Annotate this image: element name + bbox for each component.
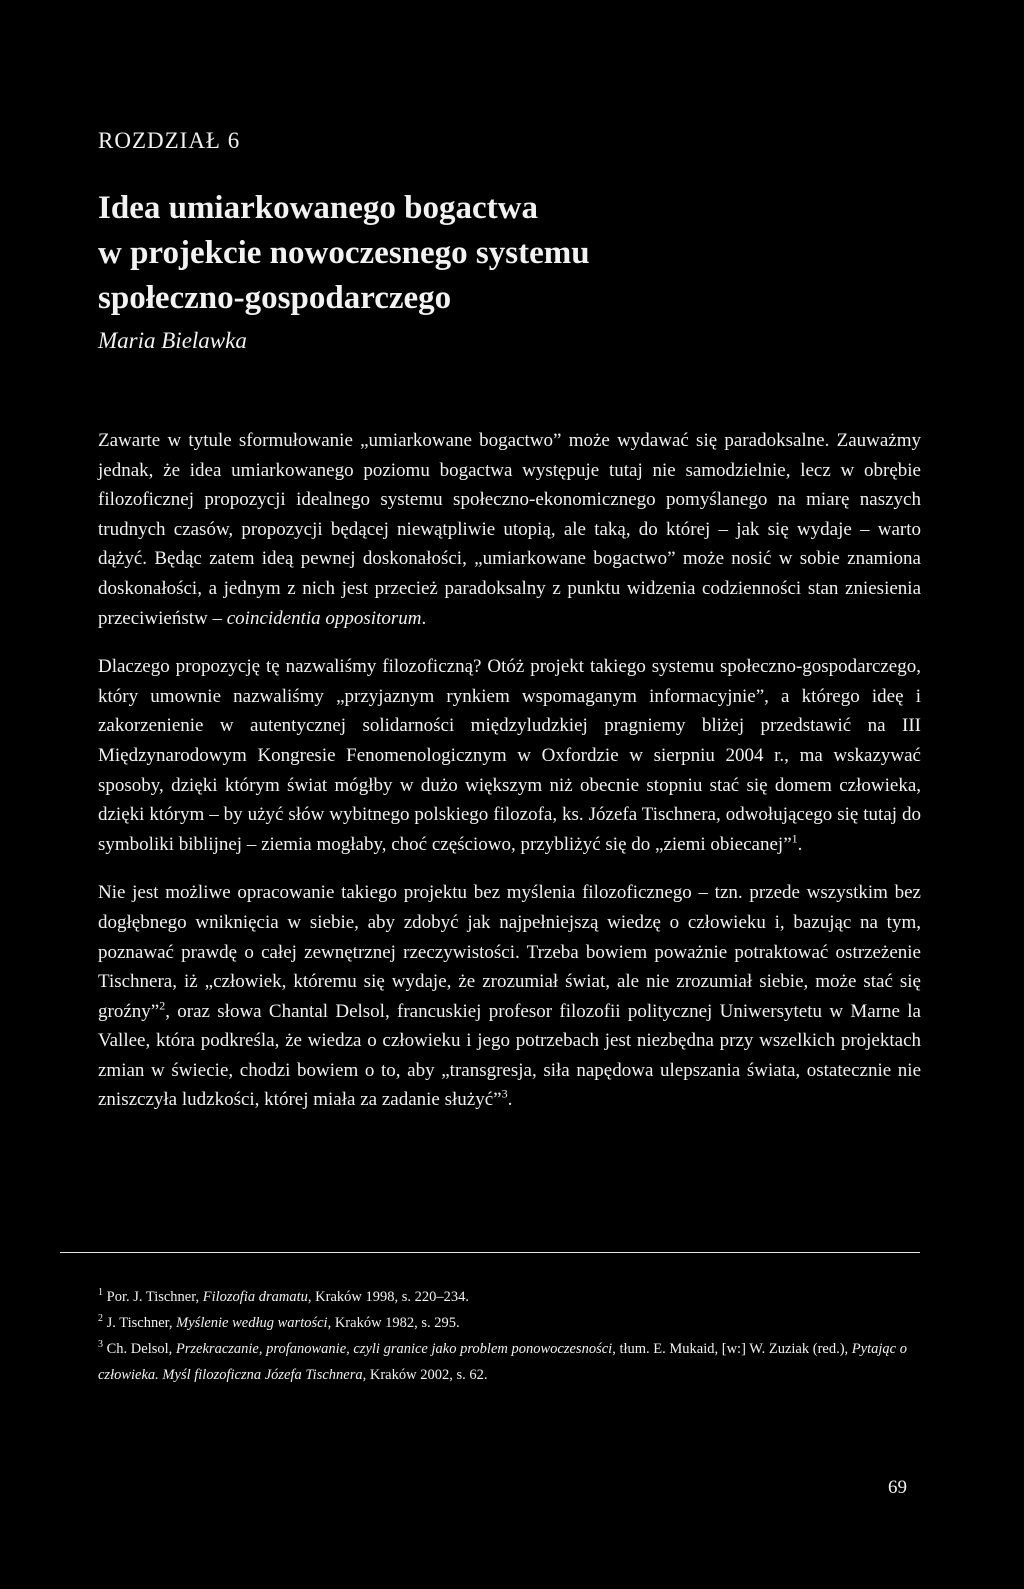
text-run: Ch. Delsol, <box>103 1341 176 1357</box>
footnote-ref: 2 <box>98 1313 103 1325</box>
footnote-ref: 1 <box>98 1287 103 1299</box>
text-run: Nie jest możliwe opracowanie takiego projektu bez myślenia filozoficznego – tzn. przede wszystkim bez dogłębnego wniknięcia w siebie, aby zdobyć jak najpełniejszą wiedzę o człowieku i, bazując na tym, poznawać prawdę o całej zewnętrznej rzeczywistości. Trzeba bowiem poważnie potraktować ostrzeżenie Tischnera, iż „człowiek, któremu się wydaje, że zrozumiał świat, ale nie zrozumiał siebie, może stać się groźny” <box>98 882 921 1022</box>
footnote-ref: 1 <box>791 831 798 846</box>
text-run: Por. J. Tischner, <box>103 1289 203 1305</box>
paragraph <box>98 426 921 633</box>
text-run: J. Tischner, <box>103 1315 177 1331</box>
chapter-title <box>98 186 898 321</box>
page-number: 69 <box>888 1477 907 1498</box>
paragraph <box>98 652 921 859</box>
footnote <box>98 1284 921 1310</box>
footnote-ref: 2 <box>159 998 166 1013</box>
text-run: . <box>797 833 803 855</box>
italic-text: Myślenie według wartości <box>176 1315 328 1331</box>
chapter-label: ROZDZIAŁ 6 <box>98 128 241 153</box>
text-run: Dlaczego propozycję tę nazwaliśmy filozoficzną? Otóż projekt takiego systemu społeczno-gospodarczego, który umownie nazwaliśmy „przyjaznym rynkiem wspomaganym informacyjnie”, a którego ideę i zakorzenienie w autentycznej solidarności międzyludzkiej pragniemy bliżej przedstawić na III Międzynarodowym Kongresie Fenomenologicznym w Oxfordzie w sierpniu 2004 r., ma wskazywać sposoby, dzięki którym świat mógłby w dużo większym niż obecnie stopniu stać się domem człowieka, dzięki którym – by użyć słów wybitnego polskiego filozofa, ks. Józefa Tischnera, odwołującego się tutaj do symboliki biblijnej – ziemia mogłaby, choć częściowo, przybliżyć się do „ziemi obiecanej” <box>98 656 921 855</box>
italic-text: coincidentia oppositorum <box>226 607 422 629</box>
title-line-2: w projekcie nowoczesnego systemu <box>98 235 590 271</box>
title-line-1: Idea umiarkowanego bogactwa <box>98 190 539 226</box>
text-run: Zawarte w tytule sformułowanie „umiarkowane bogactwo” może wydawać się paradoksalne. Zauważmy jednak, że idea umiarkowanego poziomu bogactwa występuje tutaj nie samodzielnie, lecz w obrębie filozoficznej propozycji idealnego systemu społeczno-ekonomicznego pomyślanego na miarę naszych trudnych czasów, propozycji będącej niewątpliwie utopią, ale taką, do której – jak się wydaje – warto dążyć. Będąc zatem ideą pewnej doskonałości, „umiarkowane bogactwo” może nosić w sobie znamiona doskonałości, a jednym z nich jest przecież paradoksalny z punktu widzenia codzienności stan zniesienia przeciwieństw – <box>98 430 921 629</box>
footnote <box>98 1310 921 1336</box>
text-run: . <box>421 607 427 629</box>
footnote-ref: 3 <box>98 1339 103 1351</box>
text-run: , tłum. E. Mukaid, [w:] W. Zuziak (red.), <box>612 1341 852 1357</box>
footnote-ref: 3 <box>501 1087 508 1102</box>
text-run: , oraz słowa Chantal Delsol, francuskiej profesor filozofii politycznej Uniwersytetu w Marne la Vallee, która podkreśla, że wiedza o człowieku i jego potrzebach jest niezbędna przy wszelkich projektach zmian w świecie, chodzi bowiem o to, aby „transgresja, siła napędowa ulepszania świata, ostatecznie nie zniszczyła ludzkości, której miała za zadanie służyć” <box>98 1000 921 1111</box>
paragraph <box>98 878 921 1115</box>
italic-text: Filozofia dramatu <box>202 1289 308 1305</box>
title-line-3: społeczno-gospodarczego <box>98 280 452 316</box>
text-run: , Kraków 2002, s. 62. <box>362 1367 488 1383</box>
text-run: . <box>507 1089 513 1111</box>
author-name: Maria Bielawka <box>98 328 247 353</box>
text-run: , Kraków 1982, s. 295. <box>327 1315 460 1331</box>
text-run: , Kraków 1998, s. 220–234. <box>307 1289 469 1305</box>
italic-text: Pytając o człowieka. Myśl filozoficzna Józefa Tischnera <box>98 1341 907 1383</box>
footnote <box>98 1336 921 1388</box>
footnote-divider <box>60 1252 920 1253</box>
footnotes <box>98 1284 921 1388</box>
italic-text: Przekraczanie, profanowanie, czyli granice jako problem ponowoczesności <box>175 1341 613 1357</box>
body-text <box>98 426 921 1134</box>
